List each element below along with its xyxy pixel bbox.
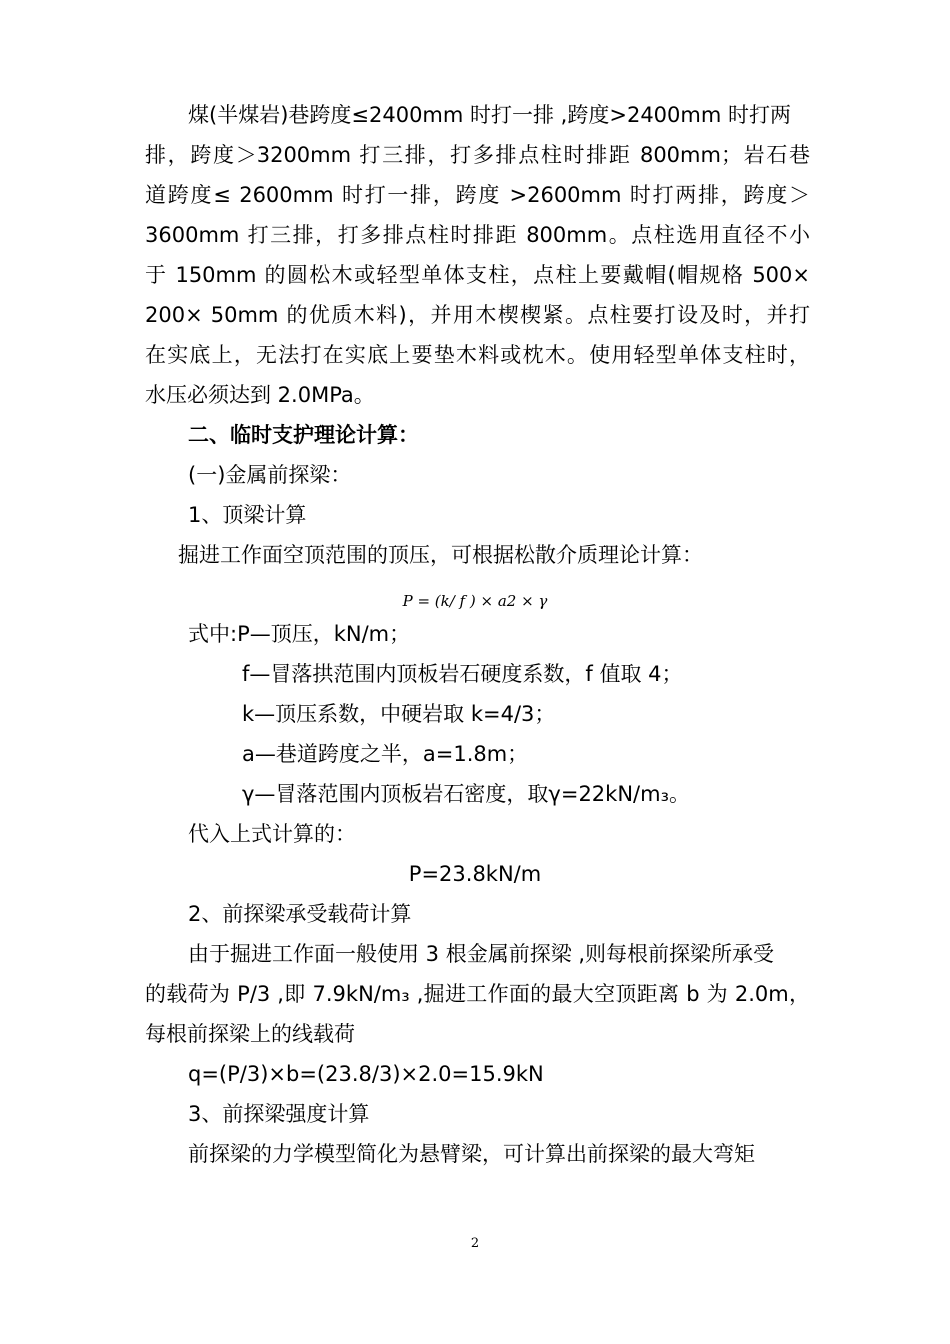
definition-line: f—冒落拱范围内顶板岩石硬度系数，f 值取 4；: [242, 662, 683, 686]
definition-line: k—顶压系数，中硬岩取 k=4/3；: [242, 702, 556, 726]
paragraph-line: 代入上式计算的：: [188, 822, 356, 846]
text-line: 排，跨度＞3200mm 打三排，打多排点柱时排距 800mm；岩石巷: [145, 143, 810, 167]
paragraph-line: 的载荷为 P/3 ,即 7.9kN/m₃ ,掘进工作面的最大空顶距离 b 为 2.0m，: [145, 982, 810, 1006]
item-title: 3、前探梁强度计算: [188, 1102, 370, 1126]
text-line: 于 150mm 的圆松木或轻型单体支柱，点柱上要戴帽(帽规格 500×: [145, 263, 810, 287]
definition-line: 式中:P—顶压，kN/m；: [188, 622, 411, 646]
paragraph-line: 掘进工作面空顶范围的顶压，可根据松散介质理论计算：: [178, 543, 703, 567]
text-line: 200× 50mm 的优质木料)，并用木楔楔紧。点柱要打设及时，并打: [145, 303, 810, 327]
paragraph-line: 前探梁的力学模型简化为悬臂梁，可计算出前探梁的最大弯矩: [188, 1142, 755, 1166]
section-heading: 二、临时支护理论计算：: [188, 423, 419, 447]
subsection-title: (一)金属前探梁：: [188, 463, 352, 487]
text-line: 在实底上，无法打在实底上要垫木料或枕木。使用轻型单体支柱时，: [145, 343, 810, 367]
paragraph-line: 由于掘进工作面一般使用 3 根金属前探梁 ,则每根前探梁所承受: [188, 942, 775, 966]
formula: P = (k∕ f ) × a2 × γ: [402, 592, 548, 610]
result-equation: P=23.8kN/m: [408, 862, 542, 886]
text-line: 水压必须达到 2.0MPa。: [145, 383, 375, 407]
paragraph-line: 每根前探梁上的线载荷: [145, 1022, 355, 1046]
definition-line: a—巷道跨度之半，a=1.8m；: [242, 742, 529, 766]
equation-line: q=(P/3)×b=(23.8/3)×2.0=15.9kN: [188, 1062, 544, 1086]
item-title: 1、顶梁计算: [188, 503, 307, 527]
text-line: 3600mm 打三排，打多排点柱时排距 800mm。点柱选用直径不小: [145, 223, 810, 247]
item-title: 2、前探梁承受载荷计算: [188, 902, 412, 926]
text-line: 煤(半煤岩)巷跨度≤2400mm 时打一排 ,跨度>2400mm 时打两: [188, 103, 791, 127]
text-line: 道跨度≤ 2600mm 时打一排，跨度 >2600mm 时打两排，跨度＞: [145, 183, 810, 207]
definition-line: γ—冒落范围内顶板岩石密度，取γ=22kN/m₃。: [242, 782, 690, 806]
page-number: 2: [470, 1236, 480, 1251]
